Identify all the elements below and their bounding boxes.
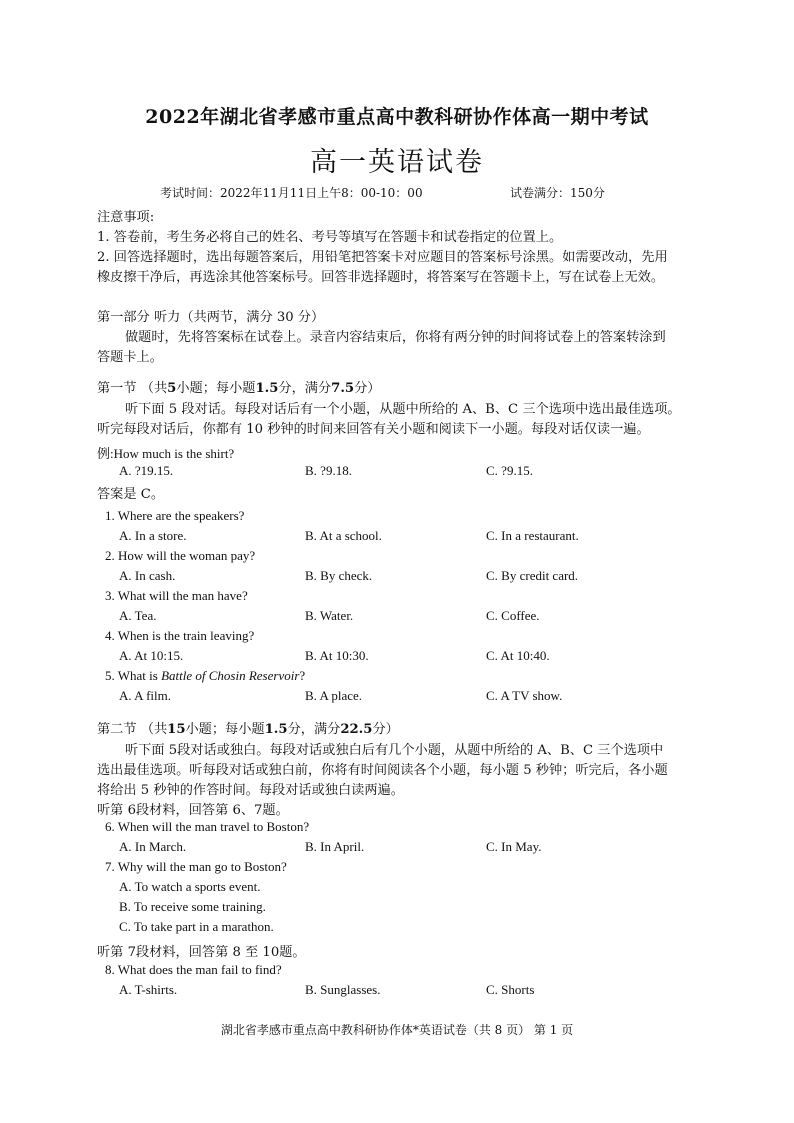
question-5 <box>105 668 305 684</box>
question-6-option-a: A. In March. <box>119 839 187 854</box>
question-3-option-b: B. Water. <box>305 608 354 623</box>
question-4-option-b: B. At 10:30. <box>305 648 369 663</box>
section1-points: 1.5 <box>255 381 279 396</box>
page-footer: 湖北省孝感市重点高中教科研协作体*英语试卷（共 8 页） 第 1 页 <box>220 1023 574 1037</box>
question-1: 1. Where are the speakers? <box>105 508 245 523</box>
exam-meta <box>160 184 605 201</box>
question-2: 2. How will the woman pay? <box>105 548 256 563</box>
question-8-option-a: A. T-shirts. <box>119 982 178 997</box>
question-6-option-b: B. In April. <box>305 839 365 854</box>
question-8-option-b: B. Sunglasses. <box>305 982 381 997</box>
question-6-option-c: C. In May. <box>486 839 542 854</box>
question-3-option-a: A. Tea. <box>119 608 157 623</box>
question-8-option-c: C. Shorts <box>486 982 535 997</box>
question-7-option-b: B. To receive some training. <box>119 899 266 914</box>
question-5-option-b: B. A place. <box>305 688 363 703</box>
part1-instruction-b: 答题卡上。 <box>97 350 163 365</box>
question-1-option-b: B. At a school. <box>305 528 382 543</box>
question-2-option-c: C. By credit card. <box>486 568 579 583</box>
section1-heading <box>97 377 380 396</box>
section2-heading-pre: 第二节 （共 <box>97 722 168 737</box>
exam-time: 考试时间：2022年11月11日上午8：00-10：00 <box>160 186 423 200</box>
exam-subtitle: 高一英语试卷 <box>310 147 484 178</box>
part1-instruction-a: 做题时，先将答案标在试卷上。录音内容结束后，你将有两分钟的时间将试卷上的答案转涂到 <box>125 330 666 345</box>
section2-instruction-b: 选出最佳选项。听每段对话或独白前，你将有时间阅读各个小题，每小题 5 秒钟；听完后，各小题 <box>97 763 668 778</box>
question-7-option-a: A. To watch a sports event. <box>119 879 261 894</box>
example-option-a: A. ?19.15. <box>119 463 174 478</box>
question-2-option-b: B. By check. <box>305 568 373 583</box>
section2-instruction-c: 将给出 5 秒钟的作答时间。每段对话或独白读两遍。 <box>97 783 404 798</box>
section1-count: 5 <box>167 381 177 396</box>
section1-heading-mid1: 小题；每小题 <box>176 381 256 396</box>
question-5-option-c: C. A TV show. <box>486 688 563 703</box>
part1-heading: 第一部分 听力（共两节，满分 30 分） <box>97 310 325 325</box>
section2-heading <box>97 718 399 737</box>
question-4-option-c: C. At 10:40. <box>486 648 550 663</box>
note-item-2b: 橡皮擦干净后，再选涂其他答案标号。回答非选择题时，将答案写在答题卡上，写在试卷上无效。 <box>97 270 665 285</box>
section2-heading-post: 分） <box>372 722 399 737</box>
section1-heading-pre: 第一节 （共 <box>97 381 168 396</box>
question-5-option-a: A. A film. <box>119 688 172 703</box>
material-7-heading: 听第 7段材料，回答第 8 至 10题。 <box>97 945 306 960</box>
question-5-post: ? <box>299 668 306 683</box>
exam-title: 2022年湖北省孝感市重点高中教科研协作体高一期中考试 <box>145 106 649 128</box>
section2-points: 1.5 <box>264 722 288 737</box>
section1-instruction-b: 听完每段对话后，你都有 10 秒钟的时间来回答有关小题和阅读下一小题。每段对话仅读一遍。 <box>97 422 650 437</box>
question-1-option-a: A. In a store. <box>119 528 187 543</box>
notes-heading: 注意事项: <box>97 210 155 225</box>
note-item-2a: 2. 回答选择题时，选出每题答案后，用铅笔把答案卡对应题目的答案标号涂黑。如需要改动，先用 <box>97 250 668 265</box>
note-item-1: 1. 答卷前，考生务必将自己的姓名、考号等填写在答题卡和试卷指定的位置上。 <box>97 230 563 245</box>
full-score: 试卷满分：150分 <box>510 186 605 200</box>
section1-heading-mid2: 分，满分 <box>278 381 332 396</box>
question-3: 3. What will the man have? <box>105 588 248 603</box>
example-option-c: C. ?9.15. <box>486 463 533 478</box>
question-7-option-c: C. To take part in a marathon. <box>119 919 274 934</box>
question-5-pre: 5. What is <box>105 668 162 683</box>
section1-total: 7.5 <box>331 381 355 396</box>
question-5-title: Battle of Chosin Reservoir <box>161 668 300 683</box>
question-4: 4. When is the train leaving? <box>105 628 255 643</box>
question-3-option-c: C. Coffee. <box>486 608 540 623</box>
example-question: 例:How much is the shirt? <box>97 446 235 461</box>
question-8: 8. What does the man fail to find? <box>105 962 282 977</box>
section1-instruction-a: 听下面 5 段对话。每段对话后有一个小题，从题中所给的 A、B、C 三个选项中选出最佳选项。 <box>125 402 681 417</box>
section2-heading-mid2: 分，满分 <box>287 722 341 737</box>
example-answer: 答案是 C。 <box>97 487 165 502</box>
section2-count: 15 <box>167 722 186 737</box>
question-6: 6. When will the man travel to Boston? <box>105 819 310 834</box>
section2-heading-mid1: 小题；每小题 <box>185 722 265 737</box>
question-4-option-a: A. At 10:15. <box>119 648 184 663</box>
material-6-heading: 听第 6段材料，回答第 6、7题。 <box>97 803 289 818</box>
section2-instruction-a: 听下面 5段对话或独白。每段对话或独白后有几个小题，从题中所给的 A、B、C 三个选项中 <box>125 743 664 758</box>
question-7: 7. Why will the man go to Boston? <box>105 859 287 874</box>
section2-total: 22.5 <box>340 722 373 737</box>
example-option-b: B. ?9.18. <box>305 463 352 478</box>
question-1-option-c: C. In a restaurant. <box>486 528 579 543</box>
section1-heading-post: 分） <box>354 381 381 396</box>
question-2-option-a: A. In cash. <box>119 568 176 583</box>
